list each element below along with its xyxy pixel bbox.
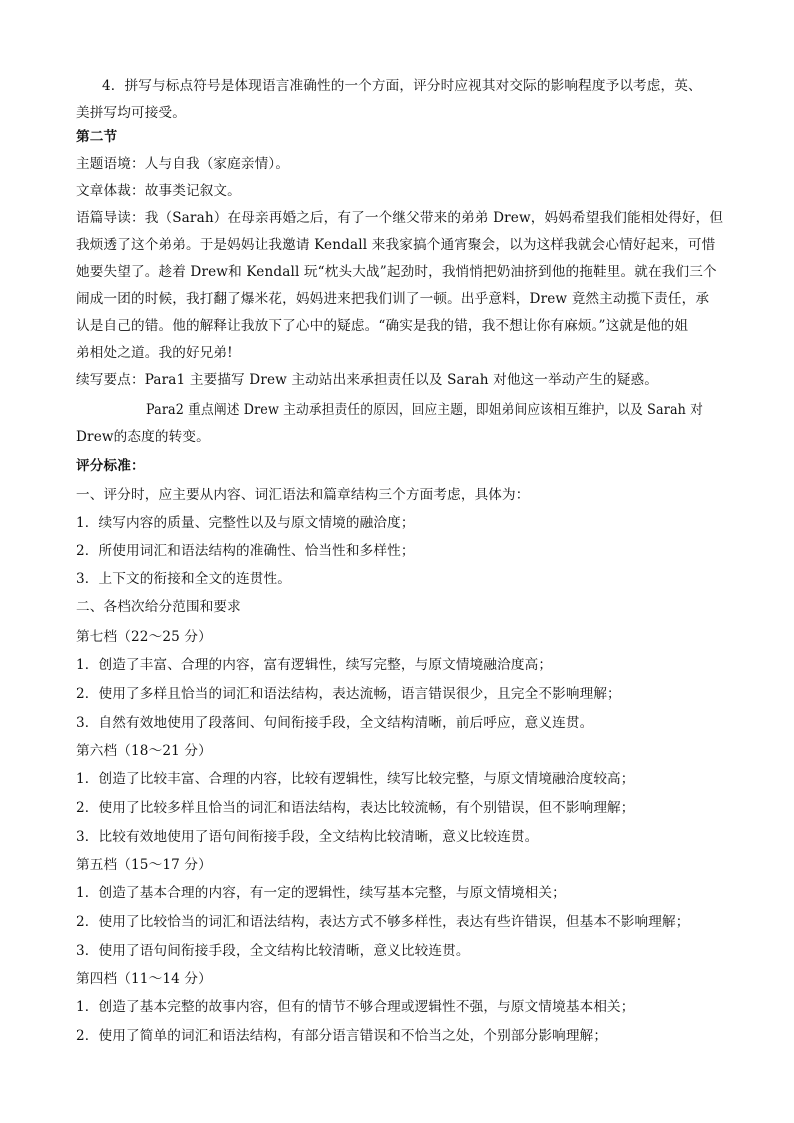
scoring-section-two: 二、各档次给分范围和要求 xyxy=(76,599,241,615)
writing-points-para2: Para2 重点阐述 Drew 主动承担责任的原因，回应主题，即姐弟间应该相互维护，以及 Sarah 对 xyxy=(146,402,704,418)
list-item: 1．创造了丰富、合理的内容，富有逻辑性，续写完整，与原文情境融洽度高； xyxy=(76,657,553,673)
reading-guide-line: 认是自己的错。他的解释让我放下了心中的疑虑。“确实是我的错，我不想让你有麻烦。”这就是他的姐 xyxy=(76,318,689,334)
list-item: 3．使用了语句间衔接手段，全文结构比较清晰，意义比较连贯。 xyxy=(76,943,470,959)
grade-heading: 第四档（11～14 分） xyxy=(76,971,212,987)
list-item: 2．使用了简单的词汇和语法结构，有部分语言错误和不恰当之处，个别部分影响理解； xyxy=(76,1028,608,1044)
list-item: 3．比较有效地使用了语句间衔接手段，全文结构比较清晰，意义比较连贯。 xyxy=(76,829,539,845)
grade-heading: 第七档（22～25 分） xyxy=(76,629,212,645)
criterion-4-continuation: 美拼写均可接受。 xyxy=(76,105,186,121)
list-item: 1．续写内容的质量、完整性以及与原文情境的融洽度； xyxy=(76,515,415,531)
list-item: 1．创造了基本完整的故事内容，但有的情节不够合理或逻辑性不强，与原文情境基本相关； xyxy=(76,999,635,1015)
reading-guide-line: 她要失望了。趁着 Drew和 Kendall 玩“枕头大战”起劲时，我悄悄把奶油挤到他的拖鞋里。就在我们三个 xyxy=(76,264,717,280)
writing-points-para1: 续写要点：Para1 主要描写 Drew 主动站出来承担责任以及 Sarah 对他这一举动产生的疑惑。 xyxy=(76,372,658,388)
grade-heading: 第六档（18～21 分） xyxy=(76,743,212,759)
writing-points-para2-continuation: Drew的态度的转变。 xyxy=(76,429,210,445)
scoring-section-one: 一、评分时，应主要从内容、词汇语法和篇章结构三个方面考虑，具体为： xyxy=(76,487,530,503)
list-item: 1．创造了比较丰富、合理的内容，比较有逻辑性，续写比较完整，与原文情境融洽度较高； xyxy=(76,771,635,787)
criterion-4-text: 4．拼写与标点符号是体现语言准确性的一个方面，评分时应视其对交际的影响程度予以考虑，英、 xyxy=(102,78,702,94)
grade-heading: 第五档（15～17 分） xyxy=(76,857,212,873)
reading-guide-line: 语篇导读：我（Sarah）在母亲再婚之后，有了一个继父带来的弟弟 Drew，妈妈希望我们能相处得好，但 xyxy=(76,210,724,226)
theme-context: 主题语境：人与自我（家庭亲情）。 xyxy=(76,156,290,172)
scoring-criteria-heading: 评分标准： xyxy=(76,458,145,474)
list-item: 3．自然有效地使用了段落间、句间衔接手段，全文结构清晰，前后呼应，意义连贯。 xyxy=(76,715,594,731)
list-item: 1．创造了基本合理的内容，有一定的逻辑性，续写基本完整，与原文情境相关； xyxy=(76,885,566,901)
list-item: 2．所使用词汇和语法结构的准确性、恰当性和多样性； xyxy=(76,543,415,559)
list-item: 3．上下文的衔接和全文的连贯性。 xyxy=(76,571,291,587)
text-genre: 文章体裁：故事类记叙文。 xyxy=(76,183,241,199)
reading-guide-line: 我烦透了这个弟弟。于是妈妈让我邀请 Kendall 来我家搞个通宵聚会，以为这样我就会心情好起来，可惜 xyxy=(76,237,716,253)
reading-guide-line: 闹成一团的时候，我打翻了爆米花，妈妈进来把我们训了一顿。出乎意料，Drew 竟然主动揽下责任，承 xyxy=(76,291,710,307)
reading-guide-line: 弟相处之道。我的好兄弟! xyxy=(76,345,233,361)
list-item: 2．使用了比较恰当的词汇和语法结构，表达方式不够多样性，表达有些许错误，但基本不影响理解； xyxy=(76,914,690,930)
list-item: 2．使用了多样且恰当的词汇和语法结构，表达流畅，语言错误很少，且完全不影响理解； xyxy=(76,686,621,702)
section-heading: 第二节 xyxy=(76,129,118,145)
list-item: 2．使用了比较多样且恰当的词汇和语法结构，表达比较流畅，有个别错误，但不影响理解； xyxy=(76,800,635,816)
